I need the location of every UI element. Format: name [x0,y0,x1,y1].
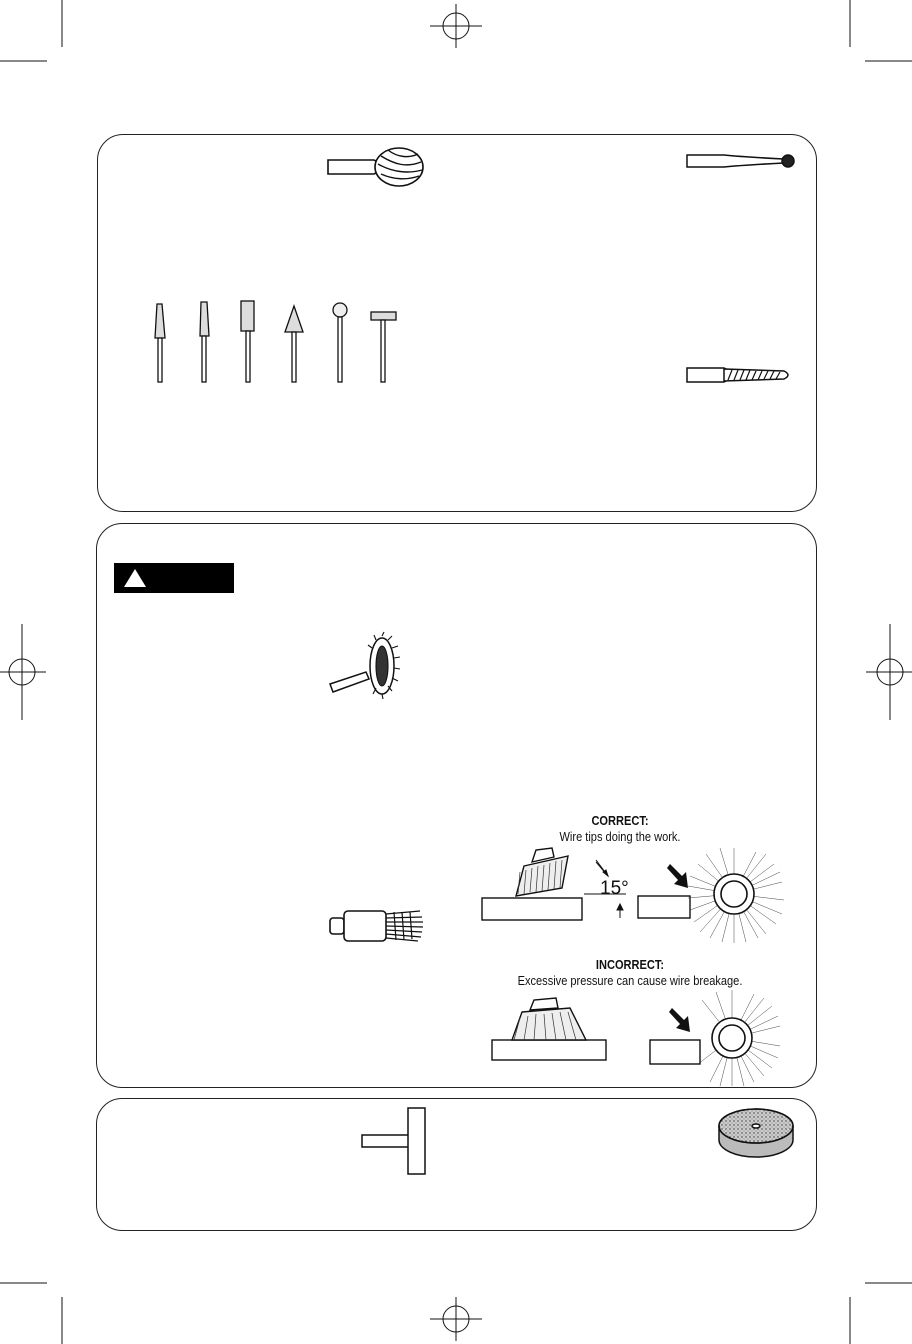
angle-label: 15° [600,878,629,899]
ball-burr-icon [326,146,426,188]
ball-cutter-icon [684,150,800,172]
spiral-cutter-icon [684,364,794,386]
bristle-brush-icon [328,906,428,946]
wire-wheel-brush-icon [326,632,416,700]
registration-mark-icon [864,624,912,720]
arrow-icon [668,862,692,890]
mandrel-panel [96,1098,817,1231]
abrasive-wheel-icon [717,1104,795,1160]
incorrect-cup-brush-diagram [490,994,610,1064]
registration-mark-icon [430,4,482,48]
mandrel-icon [360,1104,430,1176]
registration-mark-icon [0,624,48,720]
incorrect-caption: Excessive pressure can cause wire breakage. [517,973,743,988]
correct-caption: Wire tips doing the work. [559,829,681,844]
warning-label [114,563,234,593]
incorrect-wheel-brush-diagram [646,988,796,1088]
grinding-stone-icon [145,298,410,384]
correct-title: CORRECT: [591,813,649,828]
incorrect-title: INCORRECT: [595,957,665,972]
correct-wheel-brush-diagram [636,848,786,948]
arrow-icon [670,1006,694,1034]
warning-triangle-icon [122,567,148,589]
registration-mark-icon [430,1297,482,1341]
